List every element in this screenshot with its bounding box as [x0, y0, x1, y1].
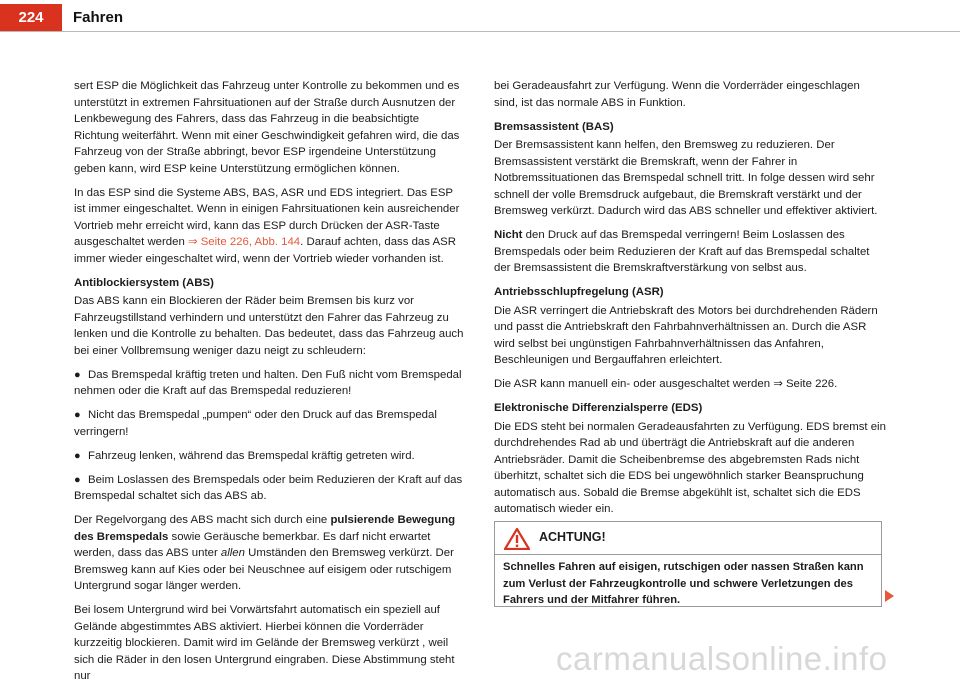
eds-paragraph: Die EDS steht bei normalen Geradeausfahrten zu Verfügung. EDS bremst ein durchdrehendes Rad ab und überträgt die Antriebskraft auf die anderen Antriebsräder. Damit die Scheibenbremse des abgebremsten Rads nicht überhitzt, schaltet sich die EDS bei ungewöhnlich starker Beanspruchung automatisch aus. Sobald die Bremse abgekühlt ist, schaltet sich die EDS automatisch wieder ein.	[494, 420, 886, 515]
esp-paragraph: sert ESP die Möglichkeit das Fahrzeug unter Kontrolle zu bekommen und es unterstützt in extremen Fahrsituationen auf der Straße durch Ausnutzen der Lenkbewegung des Fahrers, dass das Fahrzeug in die beabsichtigte Richtung weiterfährt. Wenn mit einer Geschwindigkeit gefahren wird, die das Fahrzeug von der Straße abbringt, bevor ESP irgendeine Unterstützung geben kann, wird ESP keine Unterstützung ermöglichen können.	[74, 80, 460, 175]
list-item	[74, 407, 466, 440]
warning-icon	[504, 528, 530, 550]
page-header	[0, 0, 960, 32]
next-page-arrow-icon[interactable]	[885, 590, 894, 602]
chapter-title: Fahren	[73, 9, 124, 26]
bas-release-paragraph	[494, 227, 886, 277]
text-run: Umständen den Bremsweg verkürzt. Der Bremsweg kann auf Kies oder bei Neuschnee auf eisigem oder rutschigem Untergrund sogar länger werden.	[74, 547, 454, 592]
asr-paragraph: Die ASR verringert die Antriebskraft des Motors bei durchdrehenden Rädern und passt die Antriebskraft den Fahrbahnverhältnissen an. Durch die ASR wird selbst bei ungünstigen Fahrbahnverhältnissen das Anfahren, Beschleunigen und Bergauffahren erleichtert.	[494, 304, 878, 366]
asr-switch-paragraph: Die ASR kann manuell ein- oder ausgeschaltet werden ⇒ Seite 226.	[494, 378, 838, 390]
list-item-text: Das Bremspedal kräftig treten und halten. Den Fuß nicht vom Bremspedal nehmen oder die Kraft auf das Bremspedal reduzieren!	[74, 368, 462, 397]
bullet-icon: ●	[74, 473, 81, 486]
page-number: 224	[0, 4, 62, 31]
list-item	[74, 367, 466, 400]
bullet-icon: ●	[74, 368, 81, 381]
italic-text: allen	[220, 547, 245, 559]
esp-integration-text: In das ESP sind die Systeme ABS, BAS, ASR und EDS integriert. Das ESP ist immer eingeschaltet. Wenn in einigen Fahrsituationen kein ausreichender Vortrieb mehr erreicht wird, kann das ESP durch Drücken der ASR-Taste ausgeschaltet werden	[74, 186, 460, 248]
bullet-icon: ●	[74, 409, 81, 421]
emphasis-text: pulsierende Bewegung des Bremspedals	[74, 514, 456, 543]
watermark: carmanualsonline.info	[556, 640, 888, 677]
page-reference-link[interactable]: ⇒ Seite 226, Abb. 144	[188, 236, 301, 248]
emphasis-text: Nicht	[494, 229, 523, 241]
warning-text: Schnelles Fahren auf eisigen, rutschigen oder nassen Straßen kann zum Verlust der Fahrzeugkontrolle und schwere Verletzungen des Fahrers und der Mitfahrer führen.	[503, 561, 864, 606]
bullet-icon: ●	[74, 449, 81, 462]
list-item-text: Fahrzeug lenken, während das Bremspedal kräftig getreten wird.	[88, 449, 415, 462]
list-item-text: Nicht das Bremspedal „pumpen“ oder den Druck auf das Bremspedal verringern!	[74, 409, 437, 438]
warning-title: ACHTUNG!	[539, 530, 606, 544]
abs-paragraph: Das ABS kann ein Blockieren der Räder beim Bremsen bis kurz vor Fahrzeugstillstand verhindern und unterstützt den Fahrer das Fahrzeug zu lenken und die Kontrolle zu behalten. Das bedeutet, dass das Fahrzeug auch bei einer Vollbremsung weniger dazu neigt zu schleudern:	[74, 295, 464, 357]
esp-integration-text-end: . Darauf achten, dass das ASR immer wieder eingeschaltet wird, wenn der Vortrieb wieder vorhanden ist.	[74, 236, 456, 265]
esp-integration-paragraph	[74, 185, 466, 268]
abs-heading: Antiblockiersystem (ABS)	[74, 276, 214, 289]
left-column	[74, 78, 466, 692]
list-item	[74, 472, 466, 505]
list-item-text: Beim Loslassen des Bremspedals oder beim Reduzieren der Kraft auf das Bremspedal schaltet sich das ABS ab.	[74, 473, 463, 502]
eds-heading: Elektronische Differenzialsperre (EDS)	[494, 402, 703, 414]
text-run: den Druck auf das Bremspedal verringern! Beim Loslassen des Bremspedals oder beim Reduzieren der Kraft auf das Bremspedal schaltet der Bremsassistent die Bremskraftverstärkung von selbst aus.	[494, 229, 870, 274]
asr-heading: Antriebsschlupfregelung (ASR)	[494, 286, 664, 298]
abs-continuation-paragraph: bei Geradeausfahrt zur Verfügung. Wenn die Vorderräder eingeschlagen sind, ist das normale ABS in Funktion.	[494, 80, 860, 109]
warning-header	[495, 522, 881, 555]
bas-heading: Bremsassistent (BAS)	[494, 120, 614, 133]
offroad-abs-paragraph: Bei losem Untergrund wird bei Vorwärtsfahrt automatisch ein speziell auf Gelände abgestimmtes ABS aktiviert. Hierbei können die Vorderräder kurzzeitig blockieren. Damit wird im Gelände der Bremsweg verkürzt , weil sich die Räder in den losen Untergrund eingraben. Diese Abstimmung steht nur	[74, 604, 455, 682]
right-column	[494, 78, 886, 525]
bas-paragraph: Der Bremsassistent kann helfen, den Bremsweg zu reduzieren. Der Bremsassistent verstärkt die Bremskraft, wenn der Fahrer in Notbremssituationen das Bremspedal schnell tritt. In folge dessen wird sehr schnell der volle Bremsdruck aufgebaut, die Bremskraft verstärkt und der Bremsweg verkürzt. Dadurch wird das ABS schneller und effektiver aktiviert.	[494, 139, 878, 217]
abs-regulation-paragraph	[74, 512, 466, 595]
list-item	[74, 448, 466, 465]
header-divider	[0, 31, 960, 32]
text-run: sowie Geräusche bemerkbar. Es darf nicht erwartet werden, dass das ABS unter	[74, 530, 431, 559]
text-run: Der Regelvorgang des ABS macht sich durch eine	[74, 514, 331, 526]
warning-box	[494, 521, 882, 607]
